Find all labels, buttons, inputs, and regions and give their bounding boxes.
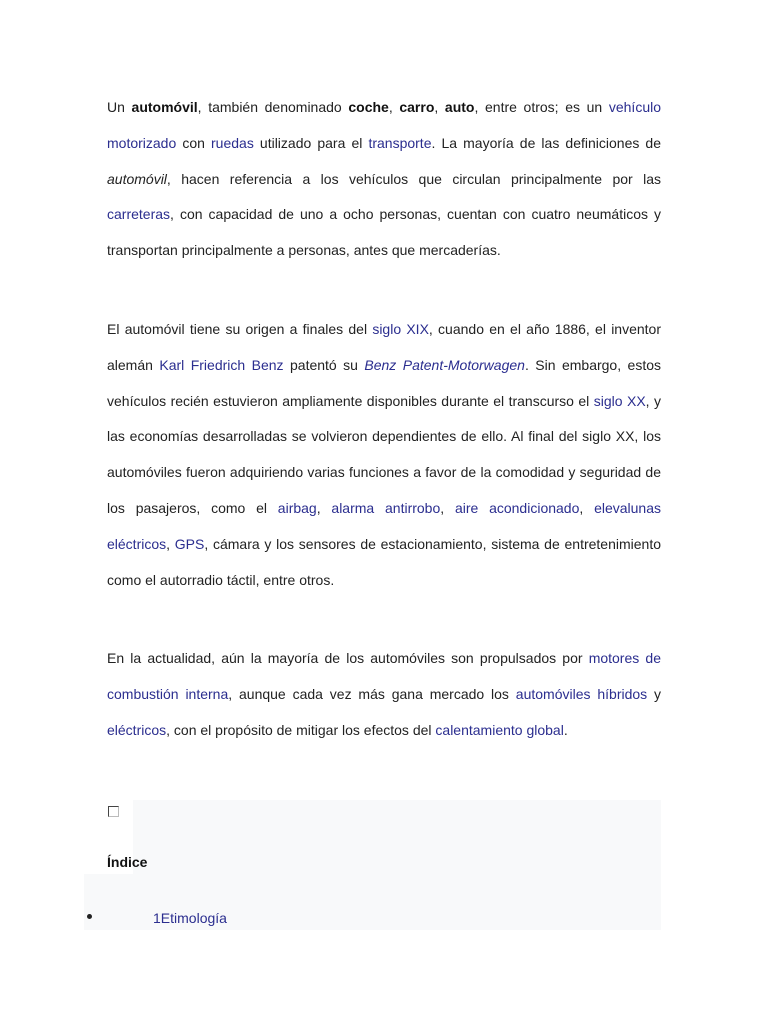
link-automoviles-hibridos[interactable]: automóviles híbridos	[515, 685, 648, 702]
link-ruedas[interactable]: ruedas	[211, 134, 254, 151]
text-run: . La mayoría de las definiciones de	[431, 134, 662, 151]
link-benz-motorwagen[interactable]: Benz Patent-Motorwagen	[364, 356, 525, 373]
text-run: En la actualidad, aún la mayoría de los automóviles son propulsados por	[107, 650, 589, 666]
text-run: ,	[579, 499, 595, 516]
toc-item-label: Etimología	[160, 910, 227, 926]
text-run: , aunque cada vez más gana mercado los	[228, 685, 516, 702]
term-coche: coche	[348, 99, 389, 115]
paragraph-intro	[107, 90, 661, 269]
text-run: , con capacidad de uno a ocho personas, cuentan con cuatro neumáticos y transportan principalmente a personas, antes que mercaderías.	[107, 206, 661, 259]
text-run: , y las economías desarrolladas se volvieron dependientes de ello. Al final del siglo XX, los automóviles fueron adquiriendo varias funciones a favor de la comodidad y seguridad de los pasajeros, como el	[107, 392, 661, 516]
text-run: , también denominado	[197, 99, 349, 115]
text-run: . Sin embargo, estos vehículos recién estuvieron ampliamente disponibles durante el transcurso el	[107, 356, 662, 409]
link-siglo-xx[interactable]: siglo XX	[593, 392, 646, 409]
text-run: , hacen referencia a los vehículos que circulan principalmente por las	[166, 170, 661, 187]
text-run: El automóvil tiene su origen a finales del	[107, 321, 373, 337]
link-electricos[interactable]: eléctricos	[107, 721, 167, 738]
link-airbag[interactable]: airbag	[277, 499, 317, 516]
text-run: ,	[316, 499, 332, 516]
term-auto: auto	[444, 99, 475, 115]
text-run: , cuando en el año 1886, el inventor alemán	[107, 321, 662, 373]
toc-toggle-checkbox[interactable]	[108, 806, 119, 817]
paragraph-current	[107, 641, 661, 748]
paragraph-history	[107, 312, 661, 598]
text-run: ,	[440, 499, 455, 516]
text-run: y	[647, 685, 662, 702]
text-run: utilizado para el	[253, 134, 369, 151]
toc-box	[133, 800, 661, 874]
link-alarma-antirrobo[interactable]: alarma antirrobo	[331, 499, 441, 516]
toc-item-etimologia[interactable]	[153, 910, 227, 926]
link-karl-benz[interactable]: Karl Friedrich Benz	[159, 356, 284, 373]
link-siglo-xix[interactable]: siglo XIX	[372, 321, 429, 337]
link-aire-acondicionado[interactable]: aire acondicionado	[454, 499, 580, 516]
term-carro: carro	[399, 99, 435, 115]
text-run: ,	[434, 99, 445, 115]
toc-title: Índice	[107, 854, 148, 870]
term-automovil: automóvil	[131, 99, 198, 115]
text-run: patentó su	[283, 356, 365, 373]
link-calentamiento-global[interactable]: calentamiento global	[435, 721, 564, 738]
text-run: Un	[107, 99, 132, 115]
text-run: .	[563, 721, 568, 738]
link-elevalunas[interactable]: elevalunas eléctricos	[107, 499, 661, 552]
link-transporte[interactable]: transporte	[368, 134, 432, 151]
text-run: , con el propósito de mitigar los efectos del	[166, 721, 436, 738]
link-vehiculo-motorizado[interactable]: vehículo motorizado	[107, 99, 662, 151]
bullet-icon	[87, 914, 92, 919]
text-run: , cámara y los sensores de estacionamiento, sistema de entretenimiento como el autorradio táctil, entre otros.	[107, 535, 662, 588]
text-run: ,	[166, 535, 175, 552]
text-run: , entre otros; es un	[474, 99, 609, 115]
italic-automovil: automóvil	[107, 170, 167, 187]
text-run: con	[176, 134, 212, 151]
link-motores-combustion[interactable]: motores de combustión interna	[107, 650, 661, 702]
toc-item-number: 1	[153, 910, 161, 926]
link-carreteras[interactable]: carreteras	[107, 206, 171, 223]
link-gps[interactable]: GPS	[174, 535, 205, 552]
text-run: ,	[388, 99, 400, 115]
